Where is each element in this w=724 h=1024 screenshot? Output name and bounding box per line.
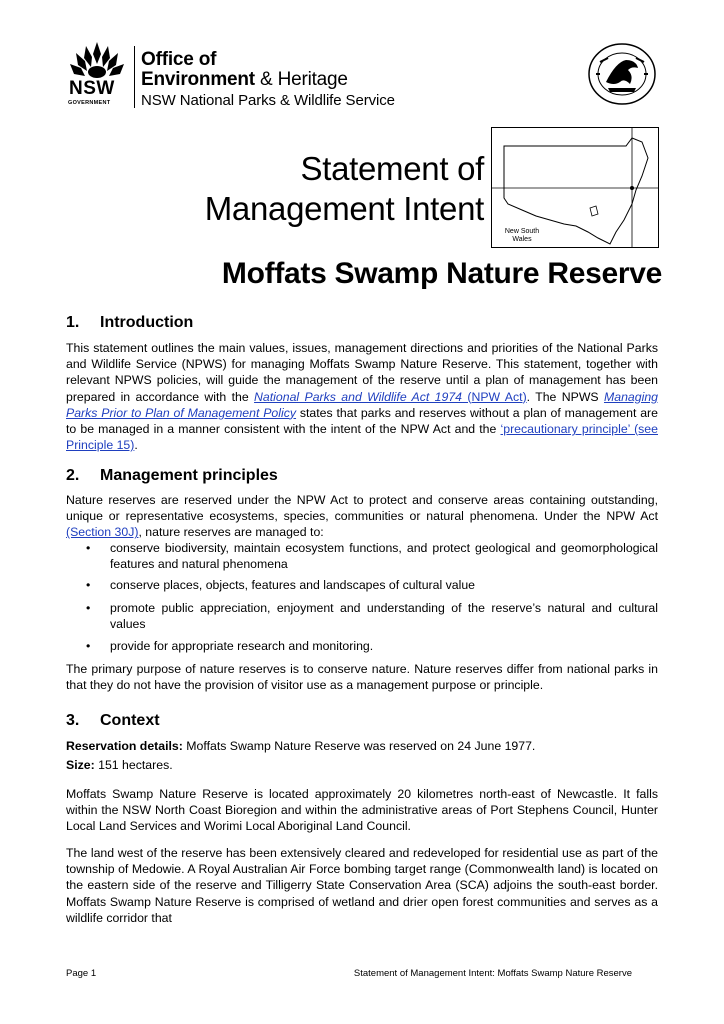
section-30j-link[interactable]: (Section 30J): [66, 525, 139, 540]
section-heading-introduction: [66, 313, 193, 333]
list-item: [86, 577, 658, 593]
list-item: [86, 540, 658, 572]
npw-act-abbr-link-text: (NPW Act): [462, 389, 527, 404]
bullet-icon: •: [86, 541, 91, 555]
list-item-text: conserve biodiversity, maintain ecosystem functions, and protect geological and geomorphological features and natural phenomena: [110, 541, 658, 572]
bullet-icon: •: [86, 601, 91, 615]
intro-text-c: states that parks and reserves without a plan of management are to be managed in a manner consistent with the intent of the NPW Act and the: [66, 405, 658, 437]
section-heading-management-principles: [66, 466, 278, 486]
principles-paragraph: [66, 492, 658, 541]
org-environment: Environment: [141, 69, 261, 90]
npws-emblem-icon: [586, 42, 658, 106]
section-number: 1.: [66, 314, 80, 331]
list-item: [86, 638, 658, 654]
intro-text-d: .: [134, 438, 138, 453]
section-title: Context: [100, 712, 160, 729]
nsw-government-label: GOVERNMENT: [68, 100, 111, 106]
bullet-icon: •: [86, 639, 91, 653]
land-use-paragraph: The land west of the reserve has been extensively cleared and redeveloped for residential use as part of the township of Medowie. A Royal Australian Air Force bombing target range (Commonwealth land) is located on the eastern side of the reserve and Tilligerry State Conservation Area (SCA) adjoins the south-east border. Moffats Swamp Nature Reserve is comprised of wetland and drier open forest communities and serves as a wildlife corridor that: [66, 846, 658, 925]
document-title-line2: Management Intent: [204, 190, 484, 227]
principles-text-a: Nature reserves are reserved under the NPW Act to protect and conserve areas containing outstanding, unique or representative ecosystems, species, communities or natural phenomena. Under the NPW Act: [66, 493, 658, 524]
list-item-text: provide for appropriate research and monitoring.: [110, 639, 374, 653]
footer-document-title: Statement of Management Intent: Moffats Swamp Nature Reserve: [353, 968, 632, 979]
precautionary-principle-link[interactable]: ‘precautionary principle’ (see Principle 15): [66, 422, 658, 453]
nsw-wordmark: NSW: [69, 78, 115, 99]
reservation-label: Reservation details:: [66, 739, 183, 753]
reservation-value: Moffats Swamp Nature Reserve was reserved on 24 June 1977.: [182, 739, 536, 753]
policy-link-text: Managing Parks Prior to Plan of Management Policy: [66, 389, 658, 420]
org-name-line1: Office of: [141, 49, 217, 70]
org-name-line3: NSW National Parks & Wildlife Service: [141, 92, 395, 109]
intro-text-a: This statement outlines the main values, issues, management directions and priorities of the National Parks and Wildlife Service (NPWS) for managing Moffats Swamp Nature Reserve. This statement, together with relevant NPWS policies, will guide the management of the reserve until a plan of management has been prepared in accordance with the: [66, 341, 658, 404]
reserve-title: Moffats Swamp Nature Reserve: [221, 257, 662, 290]
primary-purpose-paragraph: The primary purpose of nature reserves is to conserve nature. Nature reserves differ from national parks in that they do not have the provision of visitor use as a management purpose or principle.: [66, 662, 658, 693]
section-title: Introduction: [100, 314, 194, 331]
reservation-details: [66, 738, 658, 754]
bullet-icon: •: [86, 578, 91, 592]
section-number: 2.: [66, 467, 80, 484]
size-details: [66, 757, 658, 773]
org-heritage: & Heritage: [260, 69, 348, 90]
document-title-line1: Statement of: [300, 150, 484, 187]
logo-divider: [134, 46, 135, 108]
introduction-paragraph: [66, 340, 658, 453]
npw-act-link[interactable]: [254, 390, 527, 404]
size-label: Size:: [66, 758, 95, 772]
section-heading-context: [66, 711, 160, 731]
npw-act-link-text: National Parks and Wildlife Act 1974: [254, 389, 463, 404]
list-item: [86, 600, 658, 632]
map-caption: New South Wales: [504, 228, 540, 243]
size-value: 151 hectares.: [94, 758, 173, 772]
org-name-line2: [141, 70, 348, 90]
principles-text-b: , nature reserves are managed to:: [138, 525, 324, 540]
intro-text-b: . The NPWS: [526, 389, 604, 404]
list-item-text: conserve places, objects, features and landscapes of cultural value: [110, 578, 476, 592]
footer-page-number: Page 1: [66, 968, 97, 979]
list-item-text: promote public appreciation, enjoyment and understanding of the reserve’s natural and cultural values: [110, 601, 658, 632]
location-paragraph: Moffats Swamp Nature Reserve is located approximately 20 kilometres north-east of Newcastle. It falls within the NSW North Coast Bioregion and within the administrative areas of Port Stephens Council, Hunter Local Land Services and Worimi Local Aboriginal Land Council.: [66, 787, 658, 834]
section-title: Management principles: [100, 467, 278, 484]
section-number: 3.: [66, 712, 80, 729]
